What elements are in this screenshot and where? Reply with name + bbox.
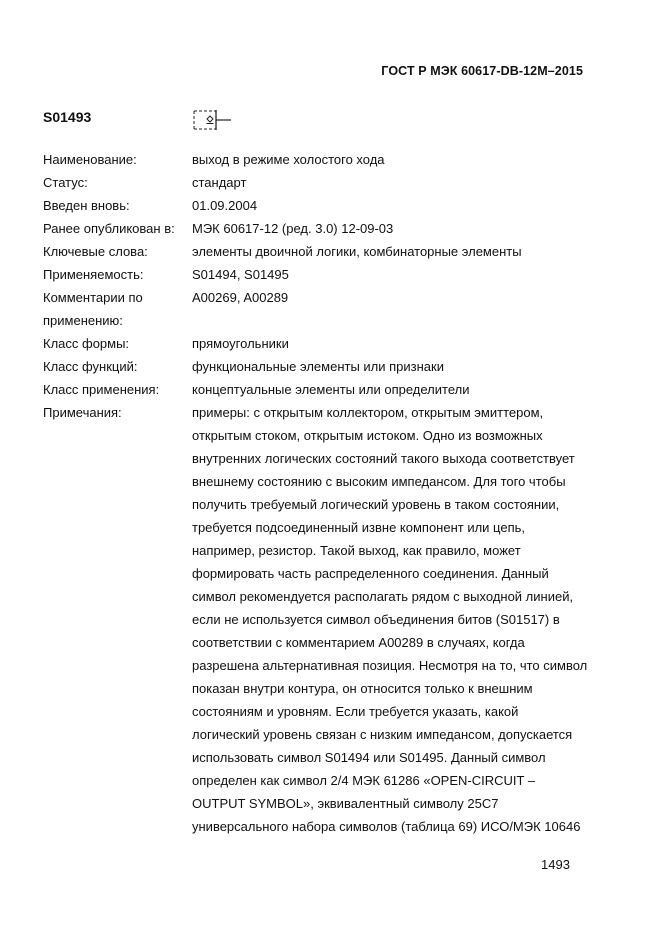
field-value: A00269, A00289 — [192, 290, 289, 305]
field-value: использовать символ S01494 или S01495. Данный символ — [192, 750, 546, 765]
symbol-code-title: S01493 — [43, 109, 92, 125]
field-value: формировать часть распределенного соединения. Данный — [192, 566, 549, 581]
field-row — [43, 171, 603, 194]
field-row — [43, 217, 603, 240]
field-label: Введен вновь: — [43, 198, 130, 213]
field-value: S01494, S01495 — [192, 267, 289, 282]
field-value: универсального набора символов (таблица 69) ИСО/МЭК 10646 — [192, 819, 581, 834]
field-row — [43, 470, 603, 493]
field-label: Класс формы: — [43, 336, 130, 351]
page-number: 1493 — [541, 857, 570, 872]
field-value: внутренних логических состояний такого выхода соответствует — [192, 451, 575, 466]
field-row — [43, 447, 603, 470]
field-row — [43, 769, 603, 792]
field-row — [43, 516, 603, 539]
symbol-fields — [43, 148, 603, 838]
field-value: выход в режиме холостого хода — [192, 152, 385, 167]
field-value: стандарт — [192, 175, 247, 190]
field-row — [43, 539, 603, 562]
field-value: открытым стоком, открытым истоком. Одно из возможных — [192, 428, 543, 443]
field-value: 01.09.2004 — [192, 198, 258, 213]
field-row — [43, 608, 603, 631]
field-value: если не используется символ объединения битов (S01517) в — [192, 612, 560, 627]
field-row — [43, 493, 603, 516]
field-row — [43, 723, 603, 746]
field-row — [43, 148, 603, 171]
field-value: определен как символ 2/4 МЭК 61286 «OPEN-CIRCUIT – — [192, 773, 536, 788]
field-value: логический уровень связан с низким импедансом, допускается — [192, 727, 573, 742]
field-value: примеры: с открытым коллектором, открытым эмиттером, — [192, 405, 544, 420]
field-label: Статус: — [43, 175, 88, 190]
field-row — [43, 562, 603, 585]
field-row — [43, 240, 603, 263]
field-value: внешнему состоянию с высоким импедансом. Для того чтобы — [192, 474, 566, 489]
field-value: функциональные элементы или признаки — [192, 359, 444, 374]
field-value: элементы двоичной логики, комбинаторные элементы — [192, 244, 522, 259]
field-value: показан внутри контура, он относится только к внешним — [192, 681, 533, 696]
field-row — [43, 585, 603, 608]
field-row — [43, 286, 603, 309]
field-value: МЭК 60617-12 (ред. 3.0) 12-09-03 — [192, 221, 394, 236]
field-row — [43, 401, 603, 424]
field-value: соответствии с комментарием A00289 в случаях, когда — [192, 635, 525, 650]
field-label: Примечания: — [43, 405, 122, 420]
field-row — [43, 263, 603, 286]
field-value: требуется подсоединенный извне компонент или цепь, — [192, 520, 526, 535]
open-circuit-output-symbol-icon — [191, 108, 235, 132]
field-row — [43, 654, 603, 677]
field-row — [43, 378, 603, 401]
field-value: состояниям и уровням. Если требуется указать, какой — [192, 704, 519, 719]
field-row — [43, 700, 603, 723]
field-value: разрешена альтернативная позиция. Несмотря на то, что символ — [192, 658, 588, 673]
field-label: применению: — [43, 313, 123, 328]
field-label: Ключевые слова: — [43, 244, 148, 259]
field-row — [43, 746, 603, 769]
field-value: OUTPUT SYMBOL», эквивалентный символу 25C7 — [192, 796, 499, 811]
field-value: получить требуемый логический уровень в таком состоянии, — [192, 497, 560, 512]
field-row — [43, 424, 603, 447]
field-value: например, резистор. Такой выход, как правило, может — [192, 543, 521, 558]
field-label: Комментарии по — [43, 290, 143, 305]
standard-designation: ГОСТ Р МЭК 60617-DB-12M–2015 — [381, 64, 583, 78]
field-value: прямоугольники — [192, 336, 289, 351]
field-value: символ рекомендуется располагать рядом с выходной линией, — [192, 589, 574, 604]
field-row — [43, 815, 603, 838]
field-label: Класс функций: — [43, 359, 138, 374]
field-row — [43, 631, 603, 654]
field-row — [43, 332, 603, 355]
field-label: Наименование: — [43, 152, 137, 167]
field-value: концептуальные элементы или определители — [192, 382, 470, 397]
field-label: Класс применения: — [43, 382, 160, 397]
field-row — [43, 355, 603, 378]
field-row — [43, 309, 603, 332]
field-label: Применяемость: — [43, 267, 144, 282]
field-row — [43, 194, 603, 217]
field-row — [43, 792, 603, 815]
field-label: Ранее опубликован в: — [43, 221, 175, 236]
field-row — [43, 677, 603, 700]
